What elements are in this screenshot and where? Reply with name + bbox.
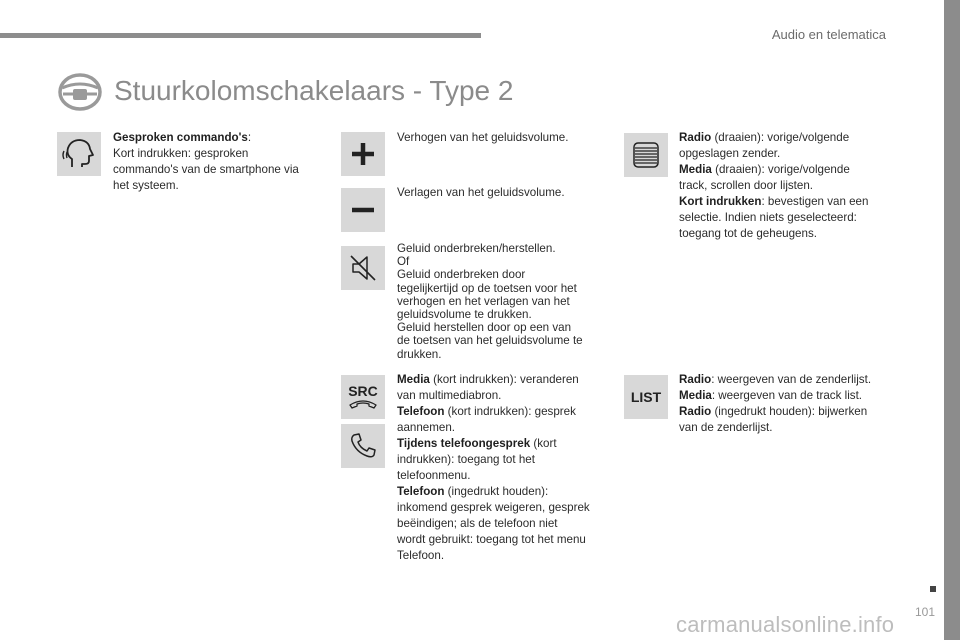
text-line: Geluid onderbreken door: [397, 268, 526, 282]
bold-term: Telefoon: [397, 405, 445, 418]
bold-term: Radio: [679, 131, 712, 144]
bold-term: Radio: [679, 373, 712, 386]
text-line: (ingedrukt houden):: [444, 485, 549, 498]
text-line: verhogen en het verlagen van het: [397, 294, 570, 308]
text-line: geluidsvolume te drukken.: [397, 308, 532, 322]
text-line: : bevestigen van een: [761, 195, 869, 208]
text-line: commando's van de smartphone via: [113, 163, 299, 176]
text-line: : weergeven van de track list.: [711, 389, 863, 402]
list-button-icon: [624, 375, 668, 419]
text-line: de toetsen van het geluidsvolume te: [397, 334, 583, 348]
voice-command-text: [113, 130, 318, 194]
text-line: opgeslagen zender.: [679, 147, 781, 160]
bold-term: Media: [679, 163, 712, 176]
page-bullet: [930, 586, 936, 592]
text-line: beëindigen; als de telefoon niet: [397, 517, 558, 530]
volume-down-icon: [341, 188, 385, 232]
text-line: inkomend gesprek weigeren, gesprek: [397, 501, 590, 514]
page-number: 101: [915, 605, 936, 619]
bold-term: Media: [397, 373, 430, 386]
phone-icon: [341, 424, 385, 468]
text-line: toegang tot de geheugens.: [679, 227, 817, 240]
mute-icon: [341, 246, 385, 290]
text-line: van de zenderlijst.: [679, 421, 773, 434]
steering-wheel-icon: [58, 72, 102, 112]
thumbwheel-icon: [624, 133, 668, 177]
bold-term: Media: [679, 389, 712, 402]
volume-down-text: Verlagen van het geluidsvolume.: [397, 186, 565, 199]
volume-up-icon: [341, 132, 385, 176]
voice-colon: :: [247, 131, 252, 144]
handset-icon: [348, 398, 378, 410]
thumbwheel-text: [679, 130, 894, 242]
header-rule: [0, 33, 481, 38]
src-phone-text: [397, 372, 612, 564]
text-line: track, scrollen door lijsten.: [679, 179, 814, 192]
text-line: telefoonmenu.: [397, 469, 471, 482]
watermark: carmanualsonline.info: [676, 612, 895, 637]
text-line: (draaien): vorige/volgende: [711, 131, 850, 144]
text-line: : weergeven van de zenderlijst.: [711, 373, 872, 386]
bold-term: Kort indrukken: [679, 195, 762, 208]
bold-term: Radio: [679, 405, 712, 418]
section-label: Audio en telematica: [771, 27, 886, 42]
text-line: indrukken): toegang tot het: [397, 453, 535, 466]
text-line: Geluid herstellen door op een van: [397, 321, 572, 335]
list-label: LIST: [630, 389, 662, 405]
src-label: SRC: [348, 383, 378, 399]
text-line: aannemen.: [397, 421, 456, 434]
mute-text: [397, 242, 612, 361]
text-line: Telefoon.: [397, 549, 445, 562]
voice-command-heading: Gesproken commando's: [113, 131, 248, 144]
text-line: drukken.: [397, 347, 442, 361]
text-line: Kort indrukken: gesproken: [113, 147, 249, 160]
page-edge-bar: [944, 0, 960, 640]
voice-command-icon: [57, 132, 101, 176]
text-line: (kort: [530, 437, 557, 450]
text-line: Geluid onderbreken/herstellen.: [397, 242, 556, 255]
text-line: Of: [397, 255, 410, 269]
text-line: (draaien): vorige/volgende: [711, 163, 850, 176]
text-line: selectie. Indien niets geselecteerd:: [679, 211, 857, 224]
text-line: (kort indrukken): veranderen: [429, 373, 579, 386]
volume-up-text: Verhogen van het geluidsvolume.: [397, 131, 569, 144]
text-line: (kort indrukken): gesprek: [444, 405, 576, 418]
text-line: het systeem.: [113, 179, 179, 192]
list-text: [679, 372, 894, 436]
text-line: tegelijkertijd op de toetsen voor het: [397, 281, 577, 295]
text-line: wordt gebruikt: toegang tot het menu: [397, 533, 586, 546]
bold-term: Tijdens telefoongesprek: [397, 437, 531, 450]
text-line: van multimediabron.: [397, 389, 502, 402]
bold-term: Telefoon: [397, 485, 445, 498]
src-phone-icon: [341, 375, 385, 419]
text-line: (ingedrukt houden): bijwerken: [711, 405, 868, 418]
page-title: Stuurkolomschakelaars - Type 2: [114, 75, 514, 106]
